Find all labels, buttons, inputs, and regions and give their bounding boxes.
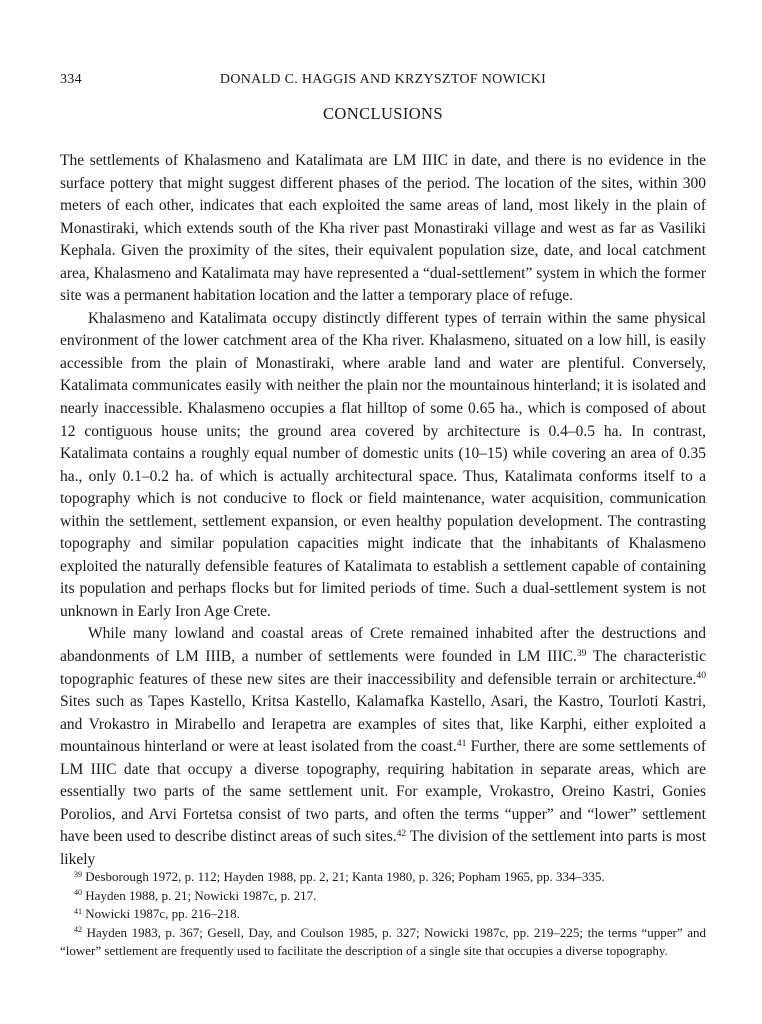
footnote-reference[interactable]: 42	[396, 828, 407, 840]
section-title: CONCLUSIONS	[323, 104, 443, 123]
document-page	[60, 0, 706, 1024]
footnote-number: 39	[74, 869, 83, 879]
footnote-reference[interactable]: 41	[456, 737, 467, 749]
footnote-text: Desborough 1972, p. 112; Hayden 1988, pp. 2, 21; Kanta 1980, p. 326; Popham 1965, pp. 334–335.	[82, 869, 605, 884]
paragraph: The settlements of Khalasmeno and Katalimata are LM IIIC in date, and there is no evidence in the surface pottery that might suggest different phases of the period. The location of the sites, within 300 meters of each other, indicates that each exploited the same areas of land, most likely in the plain of Monastiraki, which extends south of the Kha river past Monastiraki village and west as far as Vasiliki Kephala. Given the proximity of the sites, their equivalent population size, date, and local catchment area, Khalasmeno and Katalimata may have represented a “dual-settlement” system in which the former site was a permanent habitation location and the latter a temporary place of refuge.	[60, 152, 706, 305]
footnote-text: Hayden 1988, p. 21; Nowicki 1987c, p. 217.	[82, 887, 317, 903]
page-number: 334	[60, 72, 82, 87]
footnote-number: 40	[74, 888, 83, 898]
page-header	[60, 72, 706, 92]
footnote-reference[interactable]: 40	[696, 670, 706, 682]
footnote-text: Nowicki 1987c, pp. 216–218.	[82, 906, 240, 922]
footnote-number: 41	[74, 906, 83, 916]
paragraph-text: The characteristic topographic features of these new sites are their inaccessibility and defensible terrain or architecture.	[60, 648, 706, 688]
footnotes	[60, 868, 706, 961]
paragraph: Khalasmeno and Katalimata occupy distinctly different types of terrain within the same physical environment of the lower catchment area of the Kha river. Khalasmeno, situated on a low hill, is easily accessible from the plain of Monastiraki, where arable land and water are plentiful. Conversely, Katalimata communicates easily with neither the plain nor the mountainous hinterland; it is isolated and nearly inaccessible. Khalasmeno occupies a flat hilltop of some 0.65 ha., which is composed of about 12 contiguous house units; the ground area covered by architecture is 0.4–0.5 ha. In contrast, Katalimata contains a roughly equal number of domestic units (10–15) while covering an area of 0.35 ha., only 0.1–0.2 ha. of which is actually architectural space. Thus, Katalimata conforms itself to a topography which is not conducive to flock or field maintenance, water acquisition, communication within the settlement, settlement expansion, or even healthy population development. The contrasting topography and similar population capacities might indicate that the inhabitants of Khalasmeno exploited the naturally defensible features of Katalimata to establish a settlement capable of containing its population and perhaps flocks but for limited periods of time. Such a dual-settlement system is not unknown in Early Iron Age Crete.	[60, 309, 706, 620]
paragraph-text: Further, there are some settlements of LM IIIC date that occupy a diverse topography, requiring habitation in separate areas, which are essentially two parts of the same settlement unit. For example, Vrokastro, Oreino Kastri, Gonies Porolios, and Arvi Fortetsa consist of two parts, and often the terms “upper” and “lower” settlement have been used to describe distinct areas of such sites.	[60, 738, 706, 846]
paragraph-text: The division of the settlement into parts is most likely	[60, 828, 706, 868]
running-head: DONALD C. HAGGIS AND KRZYSZTOF NOWICKI	[219, 72, 547, 87]
footnote-reference[interactable]: 39	[576, 647, 587, 659]
footnote	[60, 887, 706, 906]
paragraph-text: While many lowland and coastal areas of Crete remained inhabited after the destructions and abandonments of LM IIIB, a number of settlements were founded in LM IIIC.	[60, 625, 706, 666]
footnote	[60, 905, 706, 924]
footnote	[60, 868, 706, 887]
footnote-number: 42	[74, 925, 83, 935]
paragraph	[60, 623, 706, 871]
footnote	[60, 924, 706, 961]
footnote-text: Hayden 1983, p. 367; Gesell, Day, and Coulson 1985, p. 327; Nowicki 1987c, pp. 219–225; the terms “upper” and “lower” settlement are frequently used to facilitate the description of a single site that occupies a diverse topography.	[60, 924, 706, 959]
paragraph-text: Sites such as Tapes Kastello, Kritsa Kastello, Kalamafka Kastello, Asari, the Kastro, Tourloti Kastri, and Vrokastro in Mirabello and Ierapetra are examples of sites that, like Karphi, either exploited a mountainous hinterland or were at least isolated from the coast.	[60, 693, 706, 756]
body-text	[60, 150, 706, 872]
